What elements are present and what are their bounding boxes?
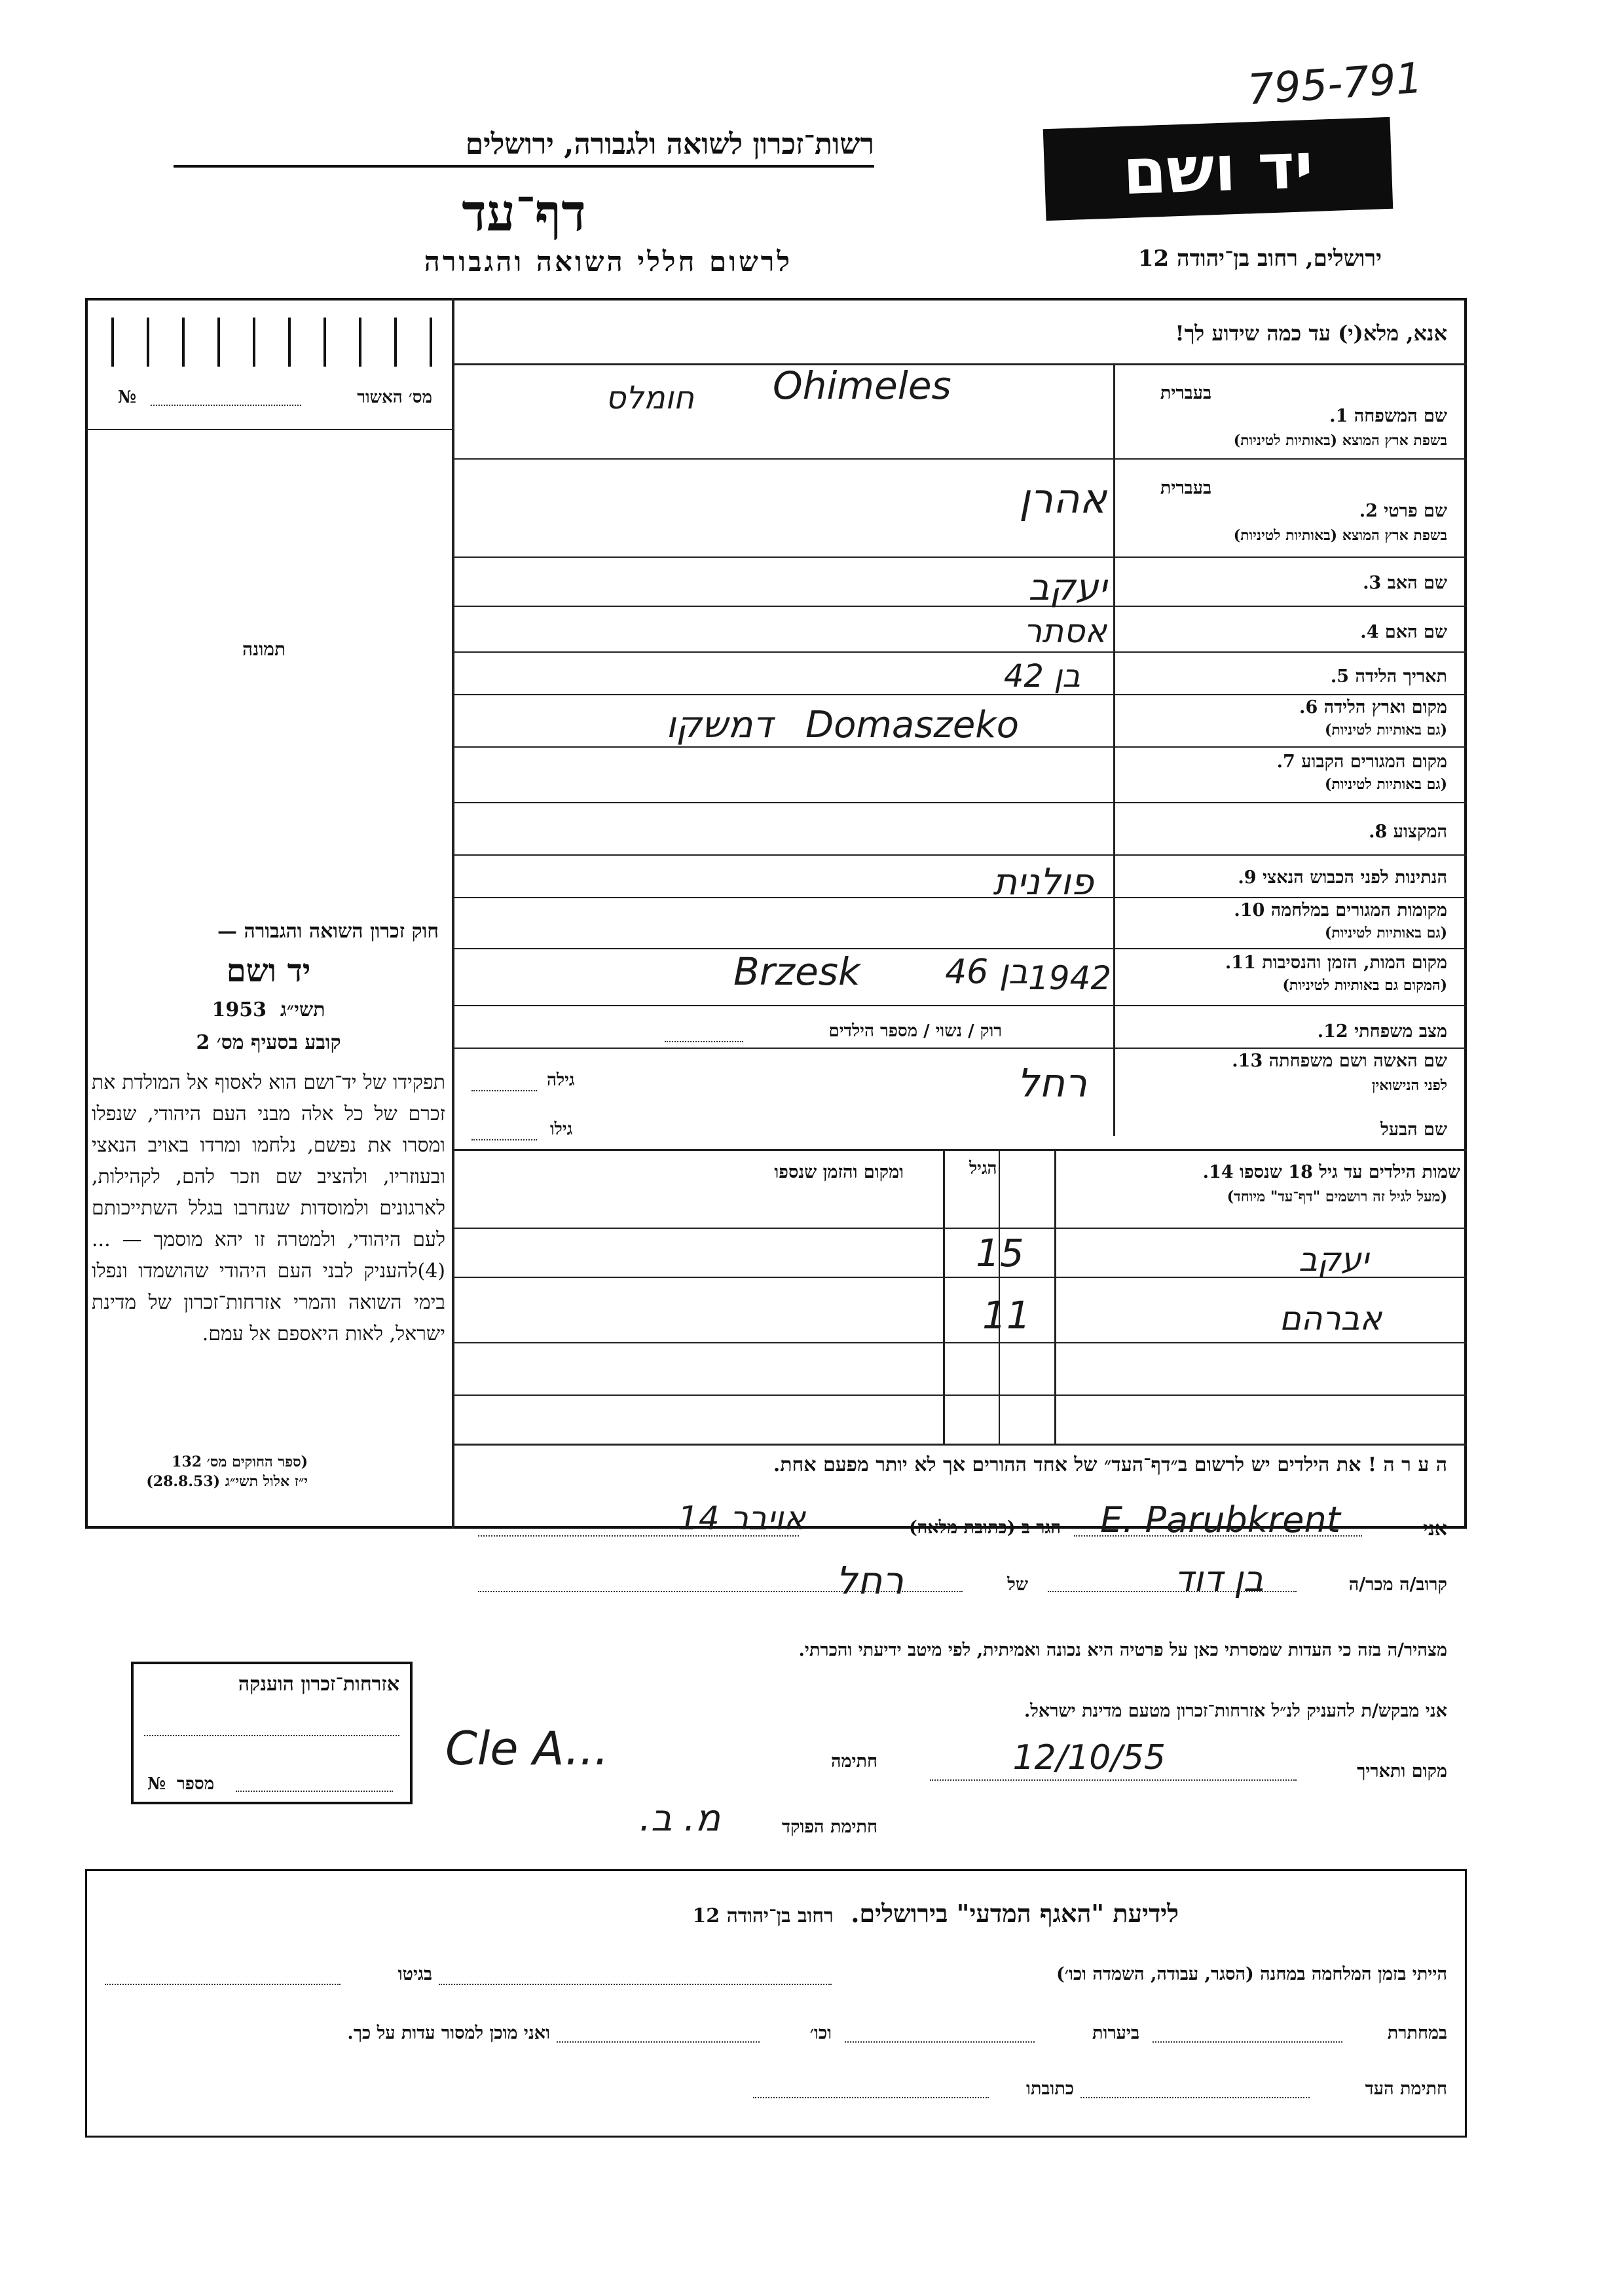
field-12-label: מצב משפחתי 12. <box>1317 1021 1447 1042</box>
field-14-label: שמות הילדים עד גיל 18 שנספו 14. <box>1202 1162 1460 1182</box>
law-reference-2: י״ז אלול תשי״ג (28.8.53) <box>146 1473 308 1490</box>
hw-mother: אסתר <box>1024 612 1107 650</box>
hw-surname-hebrew: חומלס <box>605 380 694 416</box>
bottom-line-2-b: ביערות <box>1092 2023 1139 2043</box>
field-6-label: מקום וארץ הלידה 6. <box>1299 697 1447 718</box>
age-column-header: הגיל <box>969 1159 997 1178</box>
field-7-sub: (גם באותיות לטיניות) <box>1324 776 1447 793</box>
official-signature-label: חתימת הפוקד <box>782 1817 877 1837</box>
field-1-sub: בשפת ארץ המוצא (באותיות לטיניות) <box>1233 432 1447 449</box>
hw-father: יעקב <box>1028 566 1107 609</box>
hw-birthplace-hebrew: דמשקו <box>665 704 773 746</box>
field-7-label: מקום המגורים הקבוע 7. <box>1276 752 1447 772</box>
hw-witness-name: E. Parubkrent <box>1100 1499 1340 1540</box>
field-2-label: שם פרטי 2. <box>1359 501 1447 521</box>
hw-signature: Cle A... <box>445 1722 609 1776</box>
approval-no-label: מס׳ האשור <box>357 388 432 407</box>
law-title: חוק זכרון השואה והגבורה — <box>217 920 439 943</box>
law-section: קובע בסעיף מס׳ 2 <box>196 1031 341 1054</box>
hw-surname-latin: Ohimeles <box>773 363 951 408</box>
field-8-label: המקצוע 8. <box>1369 822 1447 842</box>
hw-age: בן 42 <box>1003 658 1080 695</box>
field-3-label: שם האב 3. <box>1363 573 1447 593</box>
field-4-label: שם האם 4. <box>1360 622 1447 642</box>
photo-label: תמונה <box>242 638 286 660</box>
hw-citizenship: פולנית <box>993 861 1094 903</box>
note-text: ה ע ר ה ! את הילדים יש לרשום ב״דף־העד״ של אחד ההורים אך לא יותר מפעם אחת. <box>773 1453 1447 1476</box>
hw-witness-address: אויבר 14 <box>678 1499 805 1537</box>
bottom-title: לידיעת "האגף המדעי" בירושלים. רחוב בן־יהודה 12 <box>692 1899 1179 1928</box>
place-date-label: מקום ותאריך <box>1357 1761 1447 1781</box>
header-address: ירושלים, רחוב בן־יהודה 12 <box>1137 246 1382 272</box>
hw-birthplace-latin: Domaszeko <box>805 704 1019 746</box>
field-2-tag: בעברית <box>1160 478 1211 498</box>
law-body: תפקידו של יד־ושם הוא לאסוף אל המולדת את זכרם של כל אלה מבני העם היהודי, שנפלו ומסרו את נפשם, נלחמו ומרדו באויב הנאצי ובעוזריו, ולהציב שם וזכר להם, לקהילות, לארגונים ולמוסדות שנחרבו בגלל השתייכותם לעם היהודי, ולמטרה זו יהא מוסמך — ...(4)להעניק לבני העם היהודי שהושמדו ונפלו בימי השואה והמרי אזרחות־זכרון של מדינת ישראל, לאות היאספם אל עמם. <box>92 1071 445 1345</box>
hw-child-1-age: 15 <box>976 1231 1024 1275</box>
certificate-title: אזרחות־זכרון הוענקה <box>238 1673 399 1696</box>
approval-boxes <box>111 318 432 367</box>
yad-vashem-logo <box>1043 117 1393 221</box>
certificate-number-label: מספר <box>177 1774 215 1794</box>
hw-official-signature: מ. ב. <box>639 1797 720 1840</box>
husband-label: שם הבעל <box>1380 1120 1447 1140</box>
field-10-label: מקומות המגורים במלחמה 10. <box>1234 900 1447 920</box>
hw-relation: בן דוד <box>1174 1558 1264 1599</box>
signature-label: חתימה <box>830 1751 877 1772</box>
field-6-sub: (גם באותיות לטיניות) <box>1324 721 1447 738</box>
declarant-relative: קרוב/ה מכר/ה <box>1348 1575 1447 1595</box>
declarant-of: של <box>1007 1575 1028 1595</box>
authority-title: רשות־זכרון לשואה ולגבורה, ירושלים <box>174 128 874 168</box>
declaration-text: מצהיר/ה בזה כי העדות שמסרתי כאן על פרטיה היא נכונה ואמיתית, לפי מיטב ידיעתי והכרתי. <box>798 1640 1447 1660</box>
bottom-line-1-a: הייתי בזמן המלחמה במחנה (הסגר, עבודה, השמדה וכו׳) <box>1056 1964 1447 1984</box>
hw-child-1-name: יעקב <box>1299 1241 1369 1279</box>
field-10-sub: (גם באותיות לטיניות) <box>1324 924 1447 941</box>
bottom-line-2-d: ואני מוכן למסור עדות על כך. <box>347 2023 550 2043</box>
declarant-resides: הגר ב (כתובת מלאה) <box>908 1518 1061 1538</box>
law-reference-1: (ספר החוקים מס׳ 132 <box>172 1453 308 1470</box>
field-13-label: שם האשה ושם משפחתה 13. <box>1232 1051 1447 1071</box>
hw-child-2-age: 11 <box>982 1293 1031 1338</box>
field-14-sub: (מעל לגיל זה רושמים "דף־עד" מיוחד) <box>1227 1188 1447 1205</box>
hw-death-place: Brzesk <box>733 949 860 994</box>
field-1-tag: בעברית <box>1160 383 1211 403</box>
certificate-number-symbol: № <box>147 1774 166 1794</box>
field-11-sub: (המקום גם באותיות לטיניות) <box>1282 977 1447 994</box>
request-text: אני מבקש/ת להעניק לנ״ל אזרחות־זכרון מטעם מדינת ישראל. <box>1024 1701 1447 1721</box>
law-year: תשי״ג 1953 <box>212 998 325 1021</box>
wife-age-label: גילה <box>547 1070 575 1090</box>
intro-text: אנא, מלא(י) עד כמה שידוע לך! <box>1175 321 1447 346</box>
bottom-line-3-b: כתובתו <box>1026 2079 1074 2099</box>
form-subtitle: לרשום חללי השואה והגבורה <box>424 246 792 278</box>
field-5-label: תאריך הלידה 5. <box>1330 666 1447 687</box>
law-name: יד ושם <box>226 953 311 989</box>
hw-date: 12/10/55 <box>1012 1738 1166 1777</box>
field-2-sub: בשפת ארץ המוצא (באותיות לטיניות) <box>1233 527 1447 544</box>
husband-age-label: גילו <box>550 1120 573 1139</box>
field-13-sub: לפני הנישואין <box>1371 1077 1447 1094</box>
archive-number: 795-791 <box>1246 54 1424 115</box>
hw-first-name: אהרן <box>1019 475 1107 522</box>
logo-text: יד ושם <box>1121 128 1315 210</box>
hw-death-date: 1942 <box>1028 959 1112 997</box>
hw-death-extra: בן 46 <box>945 953 1028 992</box>
bottom-line-1-b: בגיטו <box>397 1964 432 1984</box>
approval-no-symbol: № <box>118 388 137 407</box>
hw-child-2-name: אברהם <box>1279 1300 1382 1338</box>
field-11-label: מקום המות, הזמן והנסיבות 11. <box>1225 953 1447 973</box>
bottom-line-3-a: חתימת העד <box>1365 2079 1447 2099</box>
field-1-label: שם המשפחה 1. <box>1329 406 1447 426</box>
bottom-line-2-a: במחתרת <box>1387 2023 1447 2043</box>
field-9-label: הנתינות לפני הכבוש הנאצי 9. <box>1238 867 1447 888</box>
form-title: דף־עד <box>462 183 586 243</box>
declarant-i-am: אני <box>1423 1518 1447 1540</box>
field-12-options: רוק / נשוי / מספר הילדים <box>828 1021 1002 1041</box>
place-column-header: ומקום והזמן שנספו <box>774 1162 904 1182</box>
hw-relation-of: רחל <box>836 1558 904 1603</box>
bottom-line-2-c: וכו׳ <box>809 2023 832 2043</box>
hw-wife: רחל <box>1016 1061 1087 1106</box>
